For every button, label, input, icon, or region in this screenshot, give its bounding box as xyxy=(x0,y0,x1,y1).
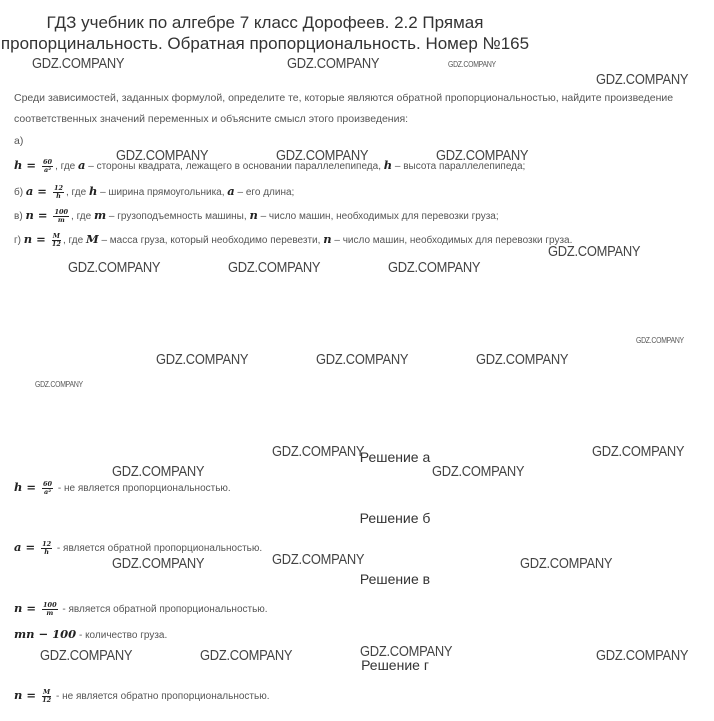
watermark: GDZ.COMPANY xyxy=(448,60,496,69)
watermark: GDZ.COMPANY xyxy=(228,259,321,276)
watermark: GDZ.COMPANY xyxy=(596,71,689,88)
watermark: GDZ.COMPANY xyxy=(40,647,133,664)
item-a-label: а) xyxy=(14,135,24,147)
watermark: GDZ.COMPANY xyxy=(548,243,641,260)
solution-b-text: a = $\frac{12}{h}$ - является обратной пропорциональностью. xyxy=(14,539,263,556)
watermark: GDZ.COMPANY xyxy=(592,443,685,460)
watermark: GDZ.COMPANY xyxy=(272,443,365,460)
solution-v-text-2: mn − 100 - количество груза. xyxy=(14,627,168,641)
watermark: GDZ.COMPANY xyxy=(476,351,569,368)
watermark: GDZ.COMPANY xyxy=(112,555,205,572)
solution-a-heading: Решение а xyxy=(359,449,431,465)
task-intro-line-2: соответственных значений переменных и объясните смысл этого произведения: xyxy=(14,113,409,125)
watermark: GDZ.COMPANY xyxy=(432,463,525,480)
solution-a-text: h = $\frac{60}{\text{a²}}$ - не является пропорциональностью. xyxy=(14,479,231,496)
watermark: GDZ.COMPANY xyxy=(520,555,613,572)
watermark: GDZ.COMPANY xyxy=(272,551,365,568)
watermark: GDZ.COMPANY xyxy=(32,55,125,72)
watermark: GDZ.COMPANY xyxy=(636,336,684,345)
watermark: GDZ.COMPANY xyxy=(112,463,205,480)
solution-g-text: n = $\frac{M}{12}$ - не является обратно пропорциональностью. xyxy=(14,687,270,704)
page-title: ГДЗ учебник по алгебре 7 класс Дорофеев. 2.2 Прямая пропорцинальность. Обратная пропорциональность. Номер №165 xyxy=(0,13,530,53)
item-v-line: в) n = $\frac{100}{m}$ , где m – грузоподъемность машины, n – число машин, необходимых для перевозки груза; xyxy=(14,207,499,224)
watermark: GDZ.COMPANY xyxy=(116,147,209,164)
watermark: GDZ.COMPANY xyxy=(436,147,529,164)
solution-g-heading: Решение г xyxy=(361,657,429,673)
item-b-line: б) a = $\frac{12}{h}$ , где h – ширина прямоугольника, a – его длина; xyxy=(14,183,295,200)
watermark: GDZ.COMPANY xyxy=(35,380,83,389)
solution-v-heading: Решение в xyxy=(359,571,431,587)
watermark: GDZ.COMPANY xyxy=(68,259,161,276)
watermark: GDZ.COMPANY xyxy=(388,259,481,276)
item-g-line: г) n = $\frac{M}{12}$ , где M – масса груза, который необходимо перевезти, n – число машин, необходимых для перевозки груза. xyxy=(14,231,573,248)
watermark: GDZ.COMPANY xyxy=(596,647,689,664)
solution-v-text: n = $\frac{100}{m}$ - является обратной пропорциональностью. xyxy=(14,600,268,617)
solution-b-heading: Решение б xyxy=(359,510,431,526)
task-intro-line-1: Среди зависимостей, заданных формулой, определите те, которые являются обратной пропорциональностью, найдите произведение xyxy=(14,92,674,104)
watermark: GDZ.COMPANY xyxy=(276,147,369,164)
watermark: GDZ.COMPANY xyxy=(360,643,453,660)
watermark: GDZ.COMPANY xyxy=(156,351,249,368)
watermark: GDZ.COMPANY xyxy=(287,55,380,72)
item-a-line: h = $\frac{60}{\text{a²}}$ , где a – стороны квадрата, лежащего в основании параллелепипеда, h – высота параллелепипеда; xyxy=(14,157,526,174)
watermark: GDZ.COMPANY xyxy=(200,647,293,664)
watermark: GDZ.COMPANY xyxy=(316,351,409,368)
